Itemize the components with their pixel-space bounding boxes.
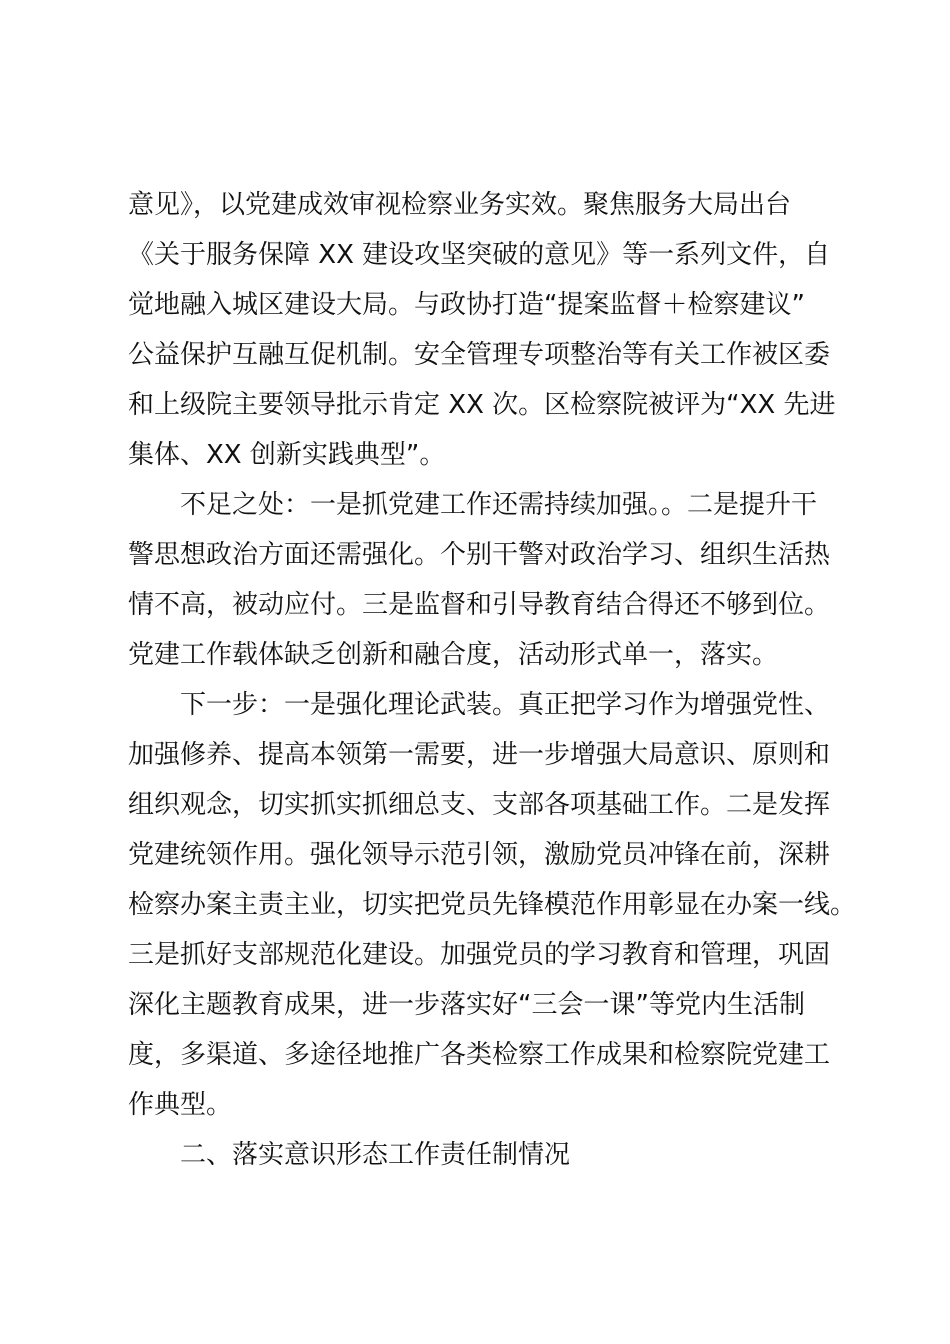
text-line: 《关于服务保障 XX 建设攻坚突破的意见》等一系列文件，自: [128, 240, 831, 270]
document-body: [128, 180, 857, 1180]
paragraph-achievements: [128, 180, 848, 480]
paragraph-next-steps: [128, 680, 857, 1130]
text-line: 检察办案主责主业，切实把党员先锋模范作用彰显在办案一线。: [128, 890, 857, 920]
text-line: 下一步：一是强化理论武装。真正把学习作为增强党性、: [180, 690, 831, 720]
text-line: 公益保护互融互促机制。安全管理专项整治等有关工作被区委: [128, 340, 831, 370]
paragraph-shortcomings: [128, 480, 848, 680]
text-line: 加强修养、提高本领第一需要，进一步增强大局意识、原则和: [128, 740, 831, 770]
text-line: 觉地融入城区建设大局。与政协打造“提案监督＋检察建议”: [128, 290, 805, 320]
text-line: 情不高，被动应付。三是监督和引导教育结合得还不够到位。: [128, 590, 831, 620]
section-heading-2: [128, 1130, 848, 1180]
text-line: 不足之处：一是抓党建工作还需持续加强。。二是提升干: [180, 490, 818, 520]
text-line: 意见》，以党建成效审视检察业务实效。聚焦服务大局出台: [128, 190, 792, 220]
text-line: 深化主题教育成果，进一步落实好“三会一课”等党内生活制: [128, 990, 805, 1020]
text-line: 党建统领作用。强化领导示范引领，激励党员冲锋在前，深耕: [128, 840, 831, 870]
text-line: 党建工作载体缺乏创新和融合度，活动形式单一，落实。: [128, 640, 779, 670]
text-line: 作典型。: [128, 1090, 233, 1120]
text-line: 和上级院主要领导批示肯定 XX 次。区检察院被评为“XX 先进: [128, 390, 836, 420]
text-line: 集体、XX 创新实践典型”。: [128, 440, 446, 470]
section-heading: 二、落实意识形态工作责任制情况: [180, 1140, 571, 1170]
text-line: 三是抓好支部规范化建设。加强党员的学习教育和管理，巩固: [128, 940, 831, 970]
text-line: 组织观念，切实抓实抓细总支、支部各项基础工作。二是发挥: [128, 790, 831, 820]
text-line: 度，多渠道、多途径地推广各类检察工作成果和检察院党建工: [128, 1040, 831, 1070]
text-line: 警思想政治方面还需强化。个别干警对政治学习、组织生活热: [128, 540, 831, 570]
